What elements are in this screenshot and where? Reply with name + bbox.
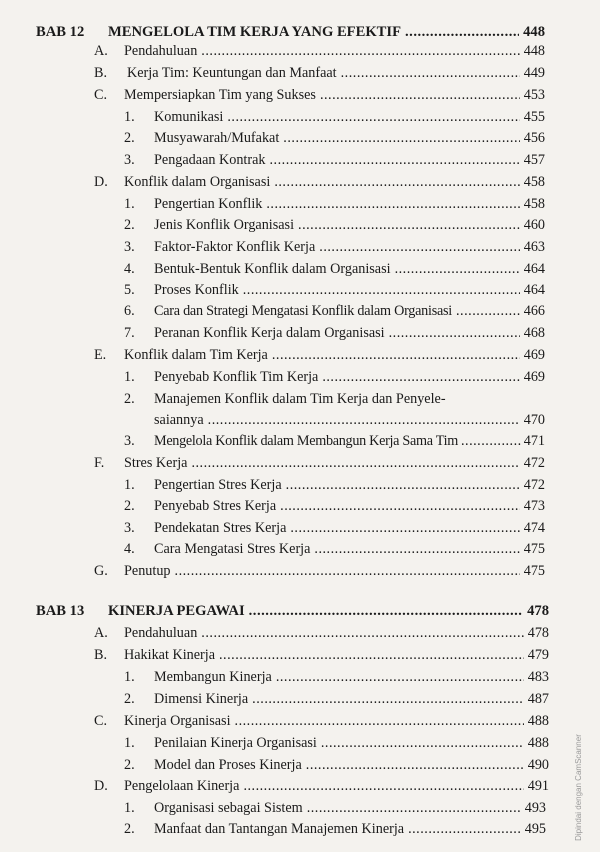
entry-title: Penutup	[124, 563, 171, 579]
entry-label: 2.	[124, 691, 135, 707]
page-number: 469	[523, 369, 545, 385]
toc-entry	[94, 86, 545, 104]
dot-leader	[408, 820, 521, 838]
entry-label: 2.	[124, 217, 135, 233]
entry-title: Manajemen Konflik dalam Tim Kerja dan Penyele-	[154, 391, 446, 407]
page-number: 464	[523, 261, 545, 277]
entry-label: 3.	[124, 152, 135, 168]
entry-title: Manfaat dan Tantangan Manajemen Kinerja	[154, 821, 405, 837]
entry-label: 3.	[124, 520, 135, 536]
entry-label: D.	[94, 778, 108, 794]
entry-label: 1.	[124, 669, 135, 685]
entry-title: Peranan Konflik Kerja dalam Organisasi	[154, 325, 385, 341]
entry-title: Kinerja Organisasi	[124, 713, 231, 729]
entry-title: Penilaian Kinerja Organisasi	[154, 735, 317, 751]
dot-leader	[266, 195, 519, 213]
toc-subentry	[124, 108, 545, 126]
entry-title: Jenis Konflik Organisasi	[154, 217, 295, 233]
entry-label: 4.	[124, 261, 135, 277]
dot-leader	[175, 562, 520, 580]
toc-subentry	[124, 432, 545, 450]
toc-subentry	[124, 690, 549, 708]
page-number: 463	[523, 239, 545, 255]
entry-title: Konflik dalam Organisasi	[124, 174, 271, 190]
page-number: 490	[527, 757, 549, 773]
entry-title: Pengertian Stres Kerja	[154, 477, 282, 493]
entry-label: D.	[94, 174, 108, 190]
page-number: 455	[523, 109, 545, 125]
toc-subentry	[124, 476, 545, 494]
chapter-heading	[36, 23, 545, 41]
toc-entry	[94, 346, 545, 364]
entry-label: 1.	[124, 369, 135, 385]
page-number: 488	[527, 735, 549, 751]
dot-leader	[191, 454, 519, 472]
entry-label: 1.	[124, 800, 135, 816]
entry-title: Musyawarah/Mufakat	[154, 130, 280, 146]
dot-leader	[283, 129, 519, 147]
dot-leader	[456, 302, 520, 320]
page-number: 488	[527, 713, 549, 729]
dot-leader	[227, 108, 519, 126]
page-number: 493	[524, 800, 546, 816]
page-number: 487	[527, 691, 549, 707]
watermark-text: Dipindai dengan CamScanner	[573, 733, 583, 841]
chapter-number: BAB 12	[36, 24, 85, 40]
dot-leader	[243, 281, 520, 299]
page-number: 449	[523, 65, 545, 81]
entry-label: 1.	[124, 477, 135, 493]
dot-leader	[286, 476, 520, 494]
entry-label: 1.	[124, 196, 135, 212]
entry-title: Cara dan Strategi Mengatasi Konflik dalam Organisasi	[154, 303, 452, 319]
dot-leader	[298, 216, 520, 234]
entry-title: Penyebab Stres Kerja	[154, 498, 277, 514]
toc-entry	[94, 712, 549, 730]
dot-leader	[252, 690, 524, 708]
toc-subentry	[124, 324, 545, 342]
entry-title: Membangun Kinerja	[154, 669, 272, 685]
toc-entry	[94, 646, 549, 664]
dot-leader	[389, 324, 520, 342]
entry-label: E.	[94, 347, 107, 363]
dot-leader	[201, 624, 523, 642]
entry-label: C.	[94, 713, 108, 729]
entry-label: G.	[94, 563, 108, 579]
page-number: 453	[523, 87, 545, 103]
dot-leader	[219, 646, 524, 664]
toc-entry	[94, 777, 549, 795]
dot-leader	[306, 756, 524, 774]
page-number: 458	[523, 174, 545, 190]
toc-subentry	[124, 195, 545, 213]
chapter-heading	[36, 602, 549, 620]
entry-title: Penyebab Konflik Tim Kerja	[154, 369, 319, 385]
page-number: 473	[523, 498, 545, 514]
entry-label: B.	[94, 65, 108, 81]
toc-subentry	[124, 260, 545, 278]
dot-leader	[235, 712, 524, 730]
entry-title: Konflik dalam Tim Kerja	[124, 347, 268, 363]
toc-subentry	[124, 368, 545, 386]
chapter-title: MENGELOLA TIM KERJA YANG EFEKTIF	[108, 24, 402, 40]
entry-label: 3.	[124, 239, 135, 255]
dot-leader	[341, 64, 520, 82]
page-number: 479	[527, 647, 549, 663]
page-number: 470	[523, 412, 545, 428]
entry-title: Komunikasi	[154, 109, 224, 125]
dot-leader	[307, 799, 521, 817]
toc-entry	[94, 173, 545, 191]
entry-title: saiannya	[154, 412, 204, 428]
page-number: 458	[523, 196, 545, 212]
page-number: 478	[527, 603, 549, 619]
entry-label: A.	[94, 625, 108, 641]
toc-subentry	[124, 820, 546, 838]
entry-label: 4.	[124, 541, 135, 557]
dot-leader	[314, 540, 519, 558]
dot-leader	[243, 777, 523, 795]
toc-entry	[94, 42, 545, 60]
entry-title: Proses Konflik	[154, 282, 239, 298]
page-number: 460	[523, 217, 545, 233]
entry-title: Pendekatan Stres Kerja	[154, 520, 287, 536]
chapter-title: KINERJA PEGAWAI	[108, 603, 245, 619]
toc-subentry	[124, 668, 549, 686]
page-number: 469	[523, 347, 545, 363]
toc-subentry	[124, 129, 545, 147]
entry-title: Bentuk-Bentuk Konflik dalam Organisasi	[154, 261, 391, 277]
entry-title: Mengelola Konflik dalam Membangun Kerja Sama Tim	[154, 433, 458, 449]
toc-subentry	[124, 151, 545, 169]
dot-leader	[274, 173, 519, 191]
entry-title: Faktor-Faktor Konflik Kerja	[154, 239, 316, 255]
entry-label: 2.	[124, 757, 135, 773]
entry-title: Pengelolaan Kinerja	[124, 778, 240, 794]
page-number: 474	[523, 520, 545, 536]
entry-title: Mempersiapkan Tim yang Sukses	[124, 87, 316, 103]
page-number: 466	[523, 303, 545, 319]
toc-subentry	[124, 238, 545, 256]
entry-title: Hakikat Kinerja	[124, 647, 215, 663]
entry-title: Cara Mengatasi Stres Kerja	[154, 541, 311, 557]
entry-label: 3.	[124, 433, 135, 449]
toc-entry	[94, 562, 545, 580]
entry-title: Pengertian Konflik	[154, 196, 263, 212]
scanner-watermark	[568, 722, 588, 852]
entry-label: 6.	[124, 303, 135, 319]
dot-leader	[272, 346, 520, 364]
dot-leader	[201, 42, 519, 60]
entry-label: 7.	[124, 325, 135, 341]
page-number: 478	[527, 625, 549, 641]
entry-label: 2.	[124, 391, 135, 407]
toc-subentry	[124, 281, 545, 299]
dot-leader	[319, 238, 519, 256]
page-number: 448	[523, 43, 545, 59]
dot-leader	[322, 368, 519, 386]
dot-leader	[321, 734, 524, 752]
entry-label: 1.	[124, 735, 135, 751]
toc-subentry	[124, 540, 545, 558]
dot-leader	[280, 497, 520, 515]
toc-entry	[94, 454, 545, 472]
toc-subentry	[124, 799, 546, 817]
toc-subentry	[124, 390, 545, 408]
chapter-number: BAB 13	[36, 603, 85, 619]
toc-subentry	[124, 519, 545, 537]
page-number: 457	[523, 152, 545, 168]
dot-leader	[270, 151, 520, 169]
entry-label: 2.	[124, 821, 135, 837]
toc-subentry	[124, 756, 549, 774]
toc-subentry	[124, 216, 545, 234]
entry-title: Stres Kerja	[124, 455, 188, 471]
entry-title: Kerja Tim: Keuntungan dan Manfaat	[127, 65, 337, 81]
toc-subentry	[124, 497, 545, 515]
entry-label: C.	[94, 87, 108, 103]
toc-entry	[94, 64, 545, 82]
page-number: 464	[523, 282, 545, 298]
toc-subentry	[124, 734, 549, 752]
entry-label: 1.	[124, 109, 135, 125]
entry-title: Model dan Proses Kinerja	[154, 757, 302, 773]
entry-label: A.	[94, 43, 108, 59]
dot-leader	[461, 432, 521, 450]
dot-leader	[320, 86, 520, 104]
toc-subentry-continuation	[154, 411, 545, 429]
dot-leader	[290, 519, 519, 537]
dot-leader	[395, 260, 520, 278]
entry-label: B.	[94, 647, 108, 663]
dot-leader	[249, 602, 523, 620]
dot-leader	[405, 23, 519, 41]
page-number: 472	[523, 477, 545, 493]
entry-label: 2.	[124, 130, 135, 146]
page-number: 495	[524, 821, 546, 837]
page-number: 475	[523, 541, 545, 557]
dot-leader	[276, 668, 524, 686]
page-number: 491	[527, 778, 549, 794]
entry-title: Pengadaan Kontrak	[154, 152, 266, 168]
entry-title: Pendahuluan	[124, 43, 198, 59]
page-number: 472	[523, 455, 545, 471]
entry-title: Dimensi Kinerja	[154, 691, 249, 707]
entry-label: 5.	[124, 282, 135, 298]
entry-label: F.	[94, 455, 105, 471]
toc-entry	[94, 624, 549, 642]
page-number: 448	[523, 24, 545, 40]
entry-title: Organisasi sebagai Sistem	[154, 800, 303, 816]
entry-title: Pendahuluan	[124, 625, 198, 641]
page-number: 456	[523, 130, 545, 146]
page-number: 475	[523, 563, 545, 579]
dot-leader	[208, 411, 520, 429]
page-number: 468	[523, 325, 545, 341]
entry-label: 2.	[124, 498, 135, 514]
toc-subentry	[124, 302, 545, 320]
page-number: 483	[527, 669, 549, 685]
page-number: 471	[523, 433, 545, 449]
